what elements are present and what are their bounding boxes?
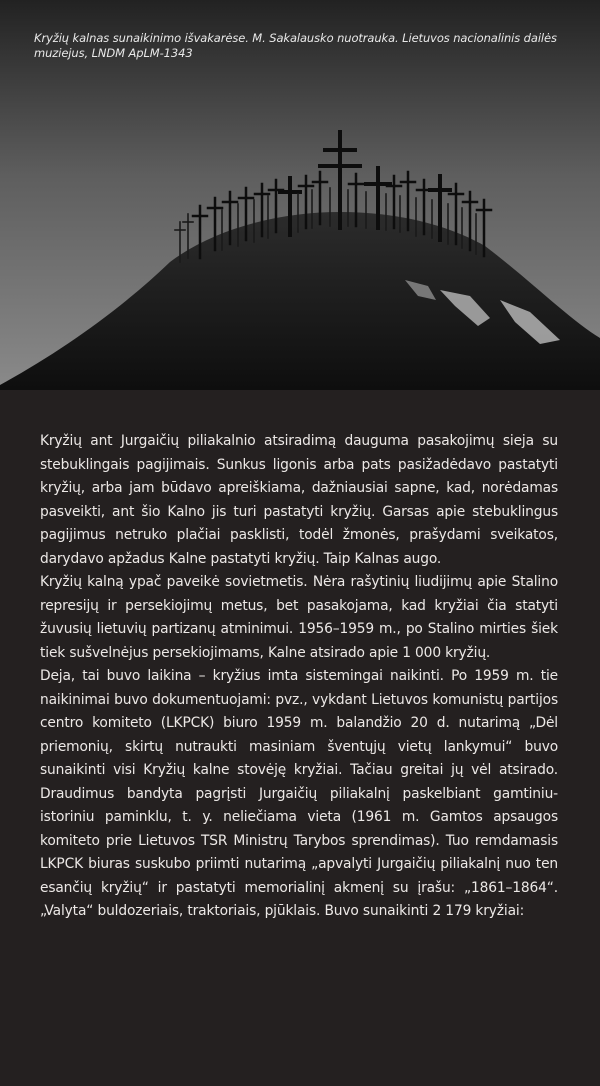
photo-caption: Kryžių kalnas sunaikinimo išvakarėse. M. Sakalausko nuotrauka. Lietuvos nacionalinis dailės muziejus, LNDM ApLM-1343 [34, 31, 557, 60]
hill-of-crosses-photo [0, 0, 600, 390]
paragraph-3: Deja, tai buvo laikina – kryžius imta sistemingai naikinti. Po 1959 m. tie naikinimai buvo dokumentuojami: pvz., vykdant Lietuvos komunistų partijos centro komiteto (LKPCK) biuro 1959 m. balandžio 20 d. nutarimą „Dėl priemonių, skirtų nutraukti masiniam šventųjų vietų lankymui“ buvo sunaikinti visi Kryžių kalne stovėję kryžiai. Tačiau greitai jų vėl atsirado. Draudimus bandyta pagrįsti Jurgaičių piliakalnį paskelbiant gamtiniu-istoriniu paminklu, t. y. neliečiama vieta (1961 m. Gamtos apsaugos komiteto prie Lietuvos TSR Ministrų Tarybos sprendimas). Tuo remdamasis LKPCK biuras suskubo priimti nutarimą „apvalyti Jurgaičių piliakalnį nuo ten esančių kryžių“ ir pastatyti memorialinį akmenį su įrašu: „1861–1864“. „Valyta“ buldozeriais, traktoriais, pjūklais. Buvo sunaikinti 2 179 kryžiai: [40, 668, 558, 919]
article-body [40, 430, 558, 924]
paragraph-2: Kryžių kalną ypač paveikė sovietmetis. Nėra rašytinių liudijimų apie Stalino represijų ir persekiojimų metus, bet pasakojama, kad kryžiai čia statyti žuvusių lietuvių partizanų atminimui. 1956–1959 m., po Stalino mirties šiek tiek sušvelnėjus persekiojimams, Kalne atsirado apie 1 000 kryžių. [40, 574, 558, 661]
paragraph-1: Kryžių ant Jurgaičių piliakalnio atsiradimą dauguma pasakojimų sieja su stebuklingais pagijimais. Sunkus ligonis arba pats pasižadėdavo pastatyti kryžių, arba jam būdavo apreiškiama, dažniausiai sapne, kad, norėdamas pasveikti, ant šio Kalno jis turi pastatyti kryžių. Garsas apie stebuklingus pagijimus netruko plačiai pasklisti, todėl žmonės, prašydami sveikatos, darydavo apžadus Kalne pastatyti kryžių. Taip Kalnas augo. [40, 433, 558, 567]
